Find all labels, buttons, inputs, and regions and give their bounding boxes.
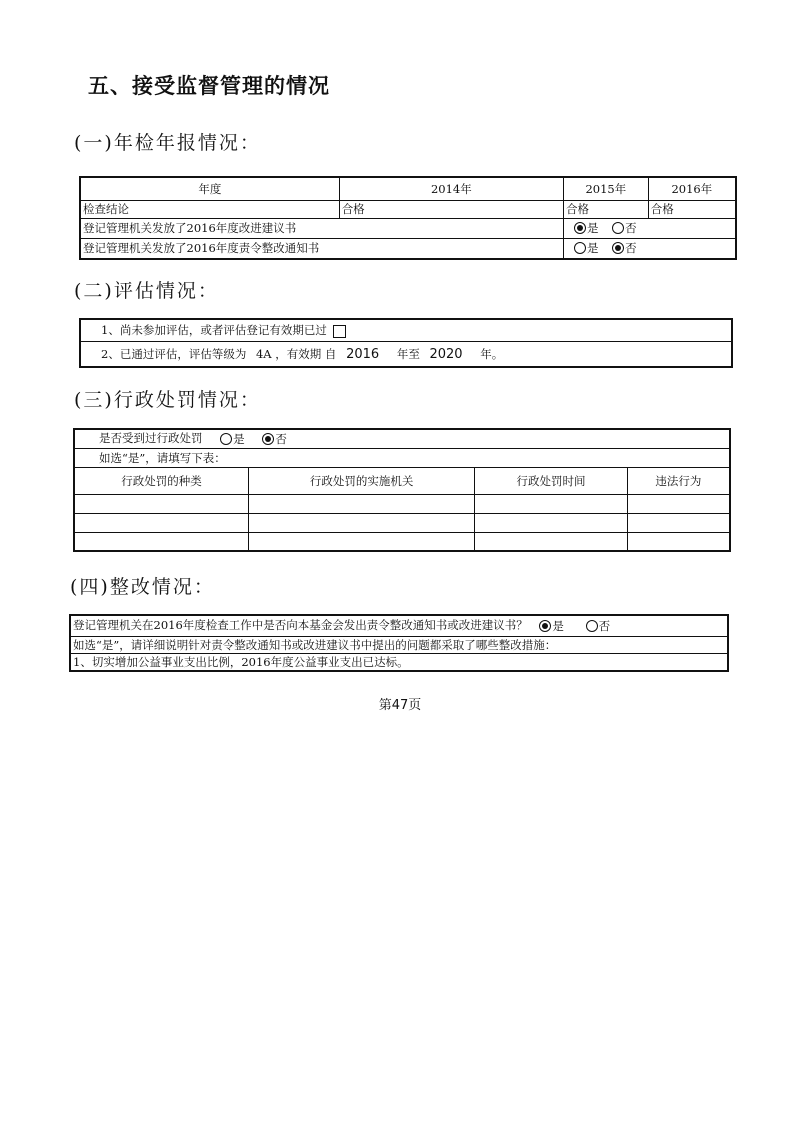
evaluation-line2-mid: ，有效期 自 [275,346,337,361]
suggestion-no-label: 否 [625,221,637,235]
conclusion-2016: 合格 [648,200,736,218]
notice-yes-label: 是 [586,241,599,256]
evaluation-end-year: 2020 [429,346,463,362]
page-number: 第47页 [378,698,422,713]
penalty-instruction: 如选“是”，请填写下表： [74,448,730,467]
penalty-cell[interactable] [248,513,474,532]
evaluation-grade: 4A [255,346,272,361]
penalty-cell[interactable] [627,532,730,551]
evaluation-end-text: 年。 [480,346,504,361]
penalty-cell[interactable] [475,513,628,532]
penalty-col-violation: 违法行为 [627,467,730,494]
penalty-no-radio[interactable] [262,433,274,445]
suggestion-no-radio[interactable] [612,222,624,234]
notice-yes-radio[interactable] [574,242,586,254]
penalty-no-label: 否 [275,432,287,447]
evaluation-table [79,318,733,368]
year-header: 年度 [80,177,339,200]
notice-label: 登记管理机关发放了2016年度责令整改通知书 [80,238,563,259]
conclusion-2014: 合格 [339,200,563,218]
rectification-yes-label: 是 [552,619,564,634]
penalty-cell[interactable] [74,494,248,513]
penalty-question-row [74,429,730,448]
table-row [74,513,730,532]
penalty-cell[interactable] [627,513,730,532]
penalty-cell[interactable] [248,532,474,551]
rectification-table [69,614,729,672]
rectification-yes-radio[interactable] [539,620,551,632]
annual-heading: (一)年检年报情况： [74,132,261,154]
penalty-question: 是否受到过行政处罚 [99,431,203,446]
rectification-no-label: 否 [598,619,611,634]
evaluation-line1-text: 1、尚未参加评估，或者评估登记有效期已过 [101,323,327,338]
expired-checkbox[interactable] [333,325,346,338]
penalty-cell[interactable] [475,532,628,551]
notice-no-radio[interactable] [612,242,624,254]
penalty-cell[interactable] [475,494,628,513]
rectification-measure: 1、切实增加公益事业支出比例，2016年度公益事业支出已达标。 [70,653,728,671]
penalty-cell[interactable] [74,532,248,551]
annual-table [79,176,737,260]
penalty-table [73,428,731,552]
evaluation-to-text: 年至 [396,346,420,361]
table-row [74,494,730,513]
suggestion-options [563,218,736,238]
evaluation-line2-prefix: 2、已通过评估，评估等级为 [101,346,247,361]
notice-options [563,238,736,259]
evaluation-line2 [80,341,732,367]
rectification-instruction: 如选“是”，请详细说明针对责令整改通知书或改进建议书中提出的问题都采取了哪些整改措施： [70,636,728,653]
year-2014: 2014年 [339,177,563,200]
penalty-cell[interactable] [627,494,730,513]
rectification-heading: (四)整改情况： [70,576,215,598]
rectification-question-row [70,615,728,636]
year-2015: 2015年 [563,177,648,200]
penalty-heading: (三)行政处罚情况： [74,389,261,411]
evaluation-line1 [80,319,732,341]
evaluation-heading: (二)评估情况： [74,280,219,302]
suggestion-yes-radio[interactable] [574,222,586,234]
section-title: 五、接受监督管理的情况 [88,74,330,98]
evaluation-start-year: 2016 [346,346,380,362]
conclusion-label: 检查结论 [80,200,339,218]
year-2016: 2016年 [648,177,736,200]
notice-no-label: 否 [625,241,637,256]
suggestion-label: 登记管理机关发放了2016年度改进建议书 [80,218,563,238]
penalty-yes-radio[interactable] [220,433,232,445]
penalty-col-authority: 行政处罚的实施机关 [248,467,474,494]
penalty-cell[interactable] [74,513,248,532]
suggestion-yes-label: 是 [586,221,599,235]
table-row [74,532,730,551]
conclusion-2015: 合格 [563,200,648,218]
penalty-col-time: 行政处罚时间 [475,467,628,494]
rectification-no-radio[interactable] [586,620,598,632]
penalty-col-type: 行政处罚的种类 [74,467,248,494]
penalty-cell[interactable] [248,494,474,513]
rectification-question: 登记管理机关在2016年度检查工作中是否向本基金会发出责令整改通知书或改进建议书？ [73,618,528,633]
penalty-yes-label: 是 [233,432,245,447]
